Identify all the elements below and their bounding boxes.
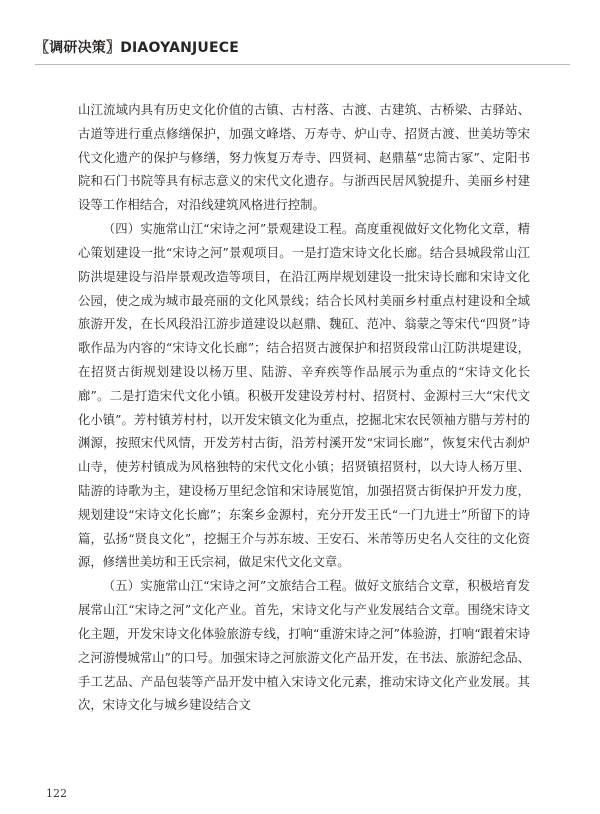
paragraph-continuation: 山江流域内具有历史文化价值的古镇、古村落、古渡、古建筑、古桥梁、古驿站、古道等进行重点修缮保护，加强文峰塔、万寿寺、炉山寺、招贤古渡、世美坊等宋代文化遗产的保护与修缮，努力恢复万寿寺、四贤祠、赵鼎墓“忠简古冢”、定阳书院和石门书院等具有标志意义的宋代文化遗存。与浙西民居风貌提升、美丽乡村建设等工作相结合，对沿线建筑风格进行控制。	[78, 103, 530, 213]
paragraph-section-four: （四）实施常山江“宋诗之河”景观建设工程。高度重视做好文化物化文章，精心策划建设一批“宋诗之河”景观项目。一是打造宋诗文化长廊。结合县城段常山江防洪堤建设与沿岸景观改造等项目，在沿江两岸规划建设一批宋诗长廊和宋诗文化公园，使之成为城市最亮丽的文化风景线；结合长风村美丽乡村重点村建设和全域旅游开发，在长风段沿江游步道建设以赵鼎、魏矼、范冲、翁蒙之等宋代“四贤”诗歌作品为内容的“宋诗文化长廊”；结合招贤古渡保护和招贤段常山江防洪堤建设，在招贤古街规划建设以杨万里、陆游、辛弃疾等作品展示为重点的“宋诗文化长廊”。二是打造宋代文化小镇。积极开发建设芳村村、招贤村、金源村三大“宋代文化小镇”。芳村镇芳村村，以开发宋镇文化为重点，挖掘北宋农民领袖方腊与芳村的渊源，按照宋代风情，开发芳村古街，沿芳村溪开发“宋词长廊”，恢复宋代古刹炉山寺，使芳村镇成为风格独特的宋代文化小镇；招贤镇招贤村，以大诗人杨万里、陆游的诗歌为主，建设杨万里纪念馆和宋诗展览馆，加强招贤古街保护开发力度，规划建设“宋诗文化长廊”；东案乡金源村，充分开发王氏“一门九进士”所留下的诗篇，弘扬“贤良文化”，挖掘王介与苏东坡、王安石、米芾等历史名人交往的文化资源，修缮世美坊和王氏宗祠，做足宋代文化文章。	[78, 222, 530, 570]
header-title: 〖调研决策〗DIAOYANJUECE	[35, 40, 239, 56]
page-number: 122	[46, 787, 67, 800]
running-header	[35, 37, 570, 59]
article-body	[78, 99, 530, 718]
header-divider	[35, 64, 570, 65]
paragraph-section-five: （五）实施常山江“宋诗之河”文旅结合工程。做好文旅结合文章，积极培育发展常山江“宋诗之河”文化产业。首先，宋诗文化与产业发展结合文章。围绕宋诗文化主题，开发宋诗文化体验旅游专线，打响“重游宋诗之河”体验游，打响“跟着宋诗之河游慢城常山”的口号。加强宋诗之河旅游文化产品开发，在书法、旅游纪念品、手工艺品、产品包装等产品开发中植入宋诗文化元素，推动宋诗文化产业发展。其次，宋诗文化与城乡建设结合文	[78, 579, 530, 713]
